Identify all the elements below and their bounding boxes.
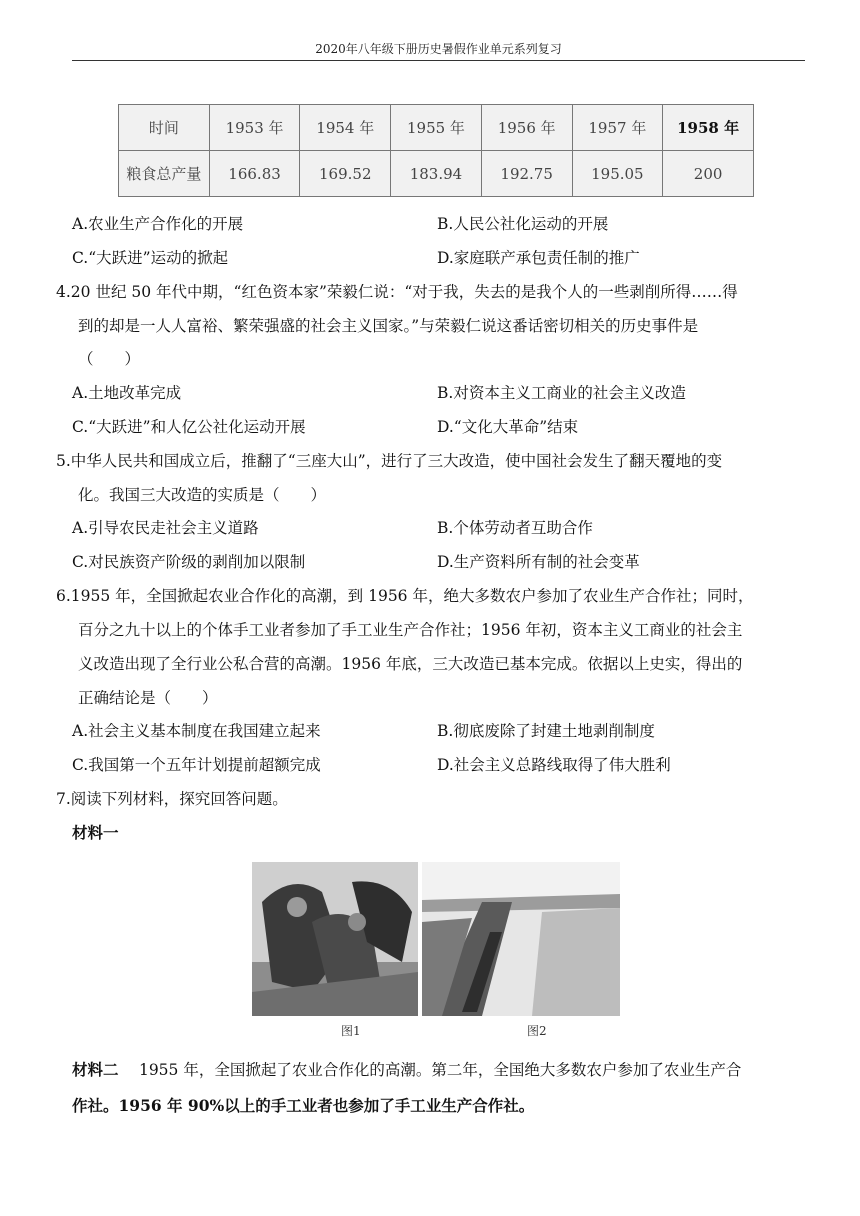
q3-option-a: A.农业生产合作化的开展 xyxy=(72,215,244,233)
q5-option-a: A.引导农民走社会主义道路 xyxy=(72,519,259,537)
table-row xyxy=(119,105,754,151)
q6-option-a: A.社会主义基本制度在我国建立起来 xyxy=(72,722,321,740)
page-header: 2020年八年级下册历史暑假作业单元系列复习 xyxy=(315,42,562,56)
table-cell: 195.05 xyxy=(572,151,663,197)
q6-stem-line1: 6.1955 年，全国掀起农业合作化的高潮，到 1956 年，绝大多数农户参加了农业生产合作社；同时， xyxy=(56,587,754,605)
material2-text-line1: 1955 年，全国掀起了农业合作化的高潮。第二年，全国绝大多数农户参加了农业生产合 xyxy=(138,1061,742,1079)
q4-answer-bracket: （ ） xyxy=(78,350,141,368)
table-cell: 183.94 xyxy=(391,151,482,197)
q4-stem-line2: 到的却是一人人富裕、繁荣强盛的社会主义国家。”与荣毅仁说这番话密切相关的历史事件是 xyxy=(78,317,699,335)
table-row xyxy=(119,151,754,197)
q6-stem-line2: 百分之九十以上的个体手工业者参加了手工业生产合作社；1956 年初，资本主义工商业的社会主 xyxy=(78,621,743,639)
q5-option-b: B.个体劳动者互助合作 xyxy=(437,519,593,537)
table-cell: 1956 年 xyxy=(481,105,572,151)
q5-option-c: C.对民族资产阶级的剥削加以限制 xyxy=(72,553,306,571)
figure2-photo xyxy=(422,862,620,1016)
q4-option-d: D.“文化大革命”结束 xyxy=(437,418,579,436)
q7-intro: 7.阅读下列材料，探究回答问题。 xyxy=(56,790,288,808)
q4-option-a: A.土地改革完成 xyxy=(72,384,182,402)
table-cell: 1954 年 xyxy=(300,105,391,151)
q4-option-c: C.“大跃进”和人亿公社化运动开展 xyxy=(72,418,306,436)
q4-stem-line1: 4.20 世纪 50 年代中期，“红色资本家”荣毅仁说：“对于我，失去的是我个人的一些剥削所得……得 xyxy=(56,283,738,301)
figure1-caption: 图1 xyxy=(341,1024,361,1038)
table-cell: 166.83 xyxy=(209,151,300,197)
q6-stem-line4: 正确结论是（ ） xyxy=(78,689,218,707)
table-cell: 时间 xyxy=(119,105,210,151)
q6-option-c: C.我国第一个五年计划提前超额完成 xyxy=(72,756,321,774)
material2-label: 材料二 xyxy=(72,1060,119,1079)
q3-option-b: B.人民公社化运动的开展 xyxy=(437,215,609,233)
material2-spacer xyxy=(119,1061,139,1079)
q6-stem-line3: 义改造出现了全行业公私合营的高潮。1956 年底，三大改造已基本完成。依据以上史实，得出的 xyxy=(78,655,743,673)
grain-output-table xyxy=(118,104,754,197)
table-cell: 1958 年 xyxy=(663,105,754,151)
table-cell: 169.52 xyxy=(300,151,391,197)
q5-option-d: D.生产资料所有制的社会变革 xyxy=(437,553,640,571)
q5-stem-line2: 化。我国三大改造的实质是（ ） xyxy=(78,486,327,504)
table-cell: 1953 年 xyxy=(209,105,300,151)
header-rule xyxy=(72,60,805,61)
table-cell: 粮食总产量 xyxy=(119,151,210,197)
q4-option-b: B.对资本主义工商业的社会主义改造 xyxy=(437,384,686,402)
q3-option-d: D.家庭联产承包责任制的推广 xyxy=(437,249,640,267)
table-cell: 200 xyxy=(663,151,754,197)
q6-option-d: D.社会主义总路线取得了伟大胜利 xyxy=(437,756,671,774)
table-cell: 1955 年 xyxy=(391,105,482,151)
material2-line1 xyxy=(72,1059,741,1081)
table-cell: 1957 年 xyxy=(572,105,663,151)
q6-option-b: B.彻底废除了封建土地剥削制度 xyxy=(437,722,655,740)
q5-stem-line1: 5.中华人民共和国成立后，推翻了“三座大山”，进行了三大改造，使中国社会发生了翻天覆地的变 xyxy=(56,452,723,470)
figure2-caption: 图2 xyxy=(527,1024,547,1038)
table-cell: 192.75 xyxy=(481,151,572,197)
figure1-photo xyxy=(252,862,418,1016)
q3-option-c: C.“大跃进”运动的掀起 xyxy=(72,249,229,267)
material2-line2: 作社。1956 年 90%以上的手工业者也参加了手工业生产合作社。 xyxy=(72,1096,535,1115)
material1-label: 材料一 xyxy=(72,823,119,842)
